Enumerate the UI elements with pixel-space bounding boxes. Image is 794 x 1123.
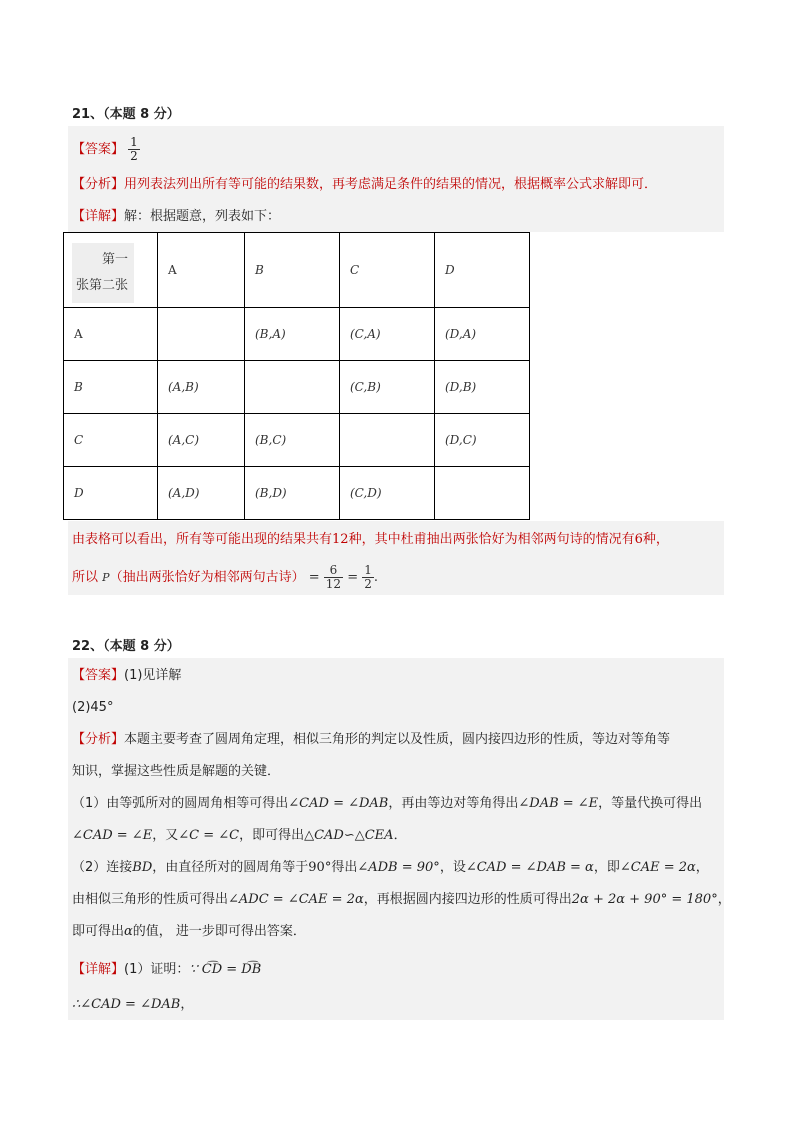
table-cell: (D,A)	[435, 308, 530, 361]
text: （1）由等弧所对的圆周角相等可得出	[72, 796, 289, 811]
col-header-a: A	[158, 233, 245, 308]
table-cell: (A,C)	[158, 414, 245, 467]
frac-den: 2	[364, 577, 372, 591]
q22-line-p1	[72, 794, 702, 814]
row-label-a: A	[64, 308, 158, 361]
conclusion-text: 种，	[642, 532, 669, 547]
frac-den: 12	[325, 577, 342, 591]
q22-answer-line	[72, 666, 181, 686]
conclusion-text: 由表格可以看出，所有等可能出现的结果共有	[72, 532, 333, 547]
q22-analysis-line-2: 知识，掌握这些性质是解题的关键．	[72, 764, 281, 779]
math: ∠DAB = ∠E	[518, 796, 599, 811]
table-cell	[245, 361, 340, 414]
text: ，又	[152, 828, 179, 843]
q22-line-p3	[72, 858, 709, 878]
table-header-row	[64, 233, 530, 308]
q22-last-line	[72, 995, 193, 1015]
text: ，由直径所对的圆周角等于	[152, 860, 309, 875]
conclusion-number: 12	[332, 532, 349, 547]
text: ，再由等边对等角得出	[388, 796, 519, 811]
q22-analysis-tag: 【分析】	[72, 732, 125, 747]
q21-answer-num: 1	[130, 135, 138, 149]
text: ．	[393, 828, 407, 843]
table-cell: (B,C)	[245, 414, 340, 467]
math: BD	[132, 860, 153, 875]
q21-title: 21、（本题 8 分）	[72, 107, 180, 122]
math: α	[124, 924, 133, 939]
q21-conclusion-line-1	[72, 530, 669, 550]
table-cell: (D,B)	[435, 361, 530, 414]
text: ，	[180, 997, 194, 1012]
text: ，即	[593, 860, 620, 875]
table-cell: (D,C)	[435, 414, 530, 467]
row-label-b: B	[64, 361, 158, 414]
text: 得出	[331, 860, 358, 875]
conclusion-text: （抽出两张恰好为相邻两句古诗）	[109, 570, 305, 585]
conclusion-text: 所以	[72, 570, 99, 585]
fraction-6-12	[324, 564, 343, 591]
col-header-d: D	[435, 233, 530, 308]
table-corner-cell	[64, 233, 158, 308]
table-cell: (A,D)	[158, 467, 245, 520]
math: ∠CAE = 2α	[619, 860, 696, 875]
fraction-1-2	[362, 564, 374, 591]
conclusion-number: 6	[634, 532, 643, 547]
text: 即可得出	[72, 924, 125, 939]
q21-answer-tag: 【答案】	[72, 142, 125, 157]
q22-line-p5	[72, 922, 306, 942]
text: 由相似三角形的性质可得出	[72, 892, 229, 907]
q21-analysis-text: 用列表法列出所有等可能的结果数，再考虑满足条件的结果的情况，根据概率公式求解即可．	[124, 177, 658, 192]
table-cell: (C,A)	[340, 308, 435, 361]
table-cell: (A,B)	[158, 361, 245, 414]
prob-symbol: P	[102, 571, 110, 584]
q22-answer-tag: 【答案】	[72, 668, 125, 683]
q21-conclusion-line-2	[72, 563, 378, 593]
text: ，即可得出	[239, 828, 305, 843]
q22-detail-line	[72, 960, 261, 980]
math: ∠C = ∠C	[178, 828, 240, 843]
q21-answer-fraction	[128, 136, 140, 163]
q21-analysis-line	[72, 175, 657, 195]
q21-detail-text: 解：根据题意，列表如下：	[124, 209, 281, 224]
table-corner-label	[72, 243, 134, 303]
text: ，等量代换可得出	[598, 796, 703, 811]
table-cell	[158, 308, 245, 361]
math: △CAD∽△CEA	[304, 828, 394, 843]
table-row	[64, 414, 530, 467]
q22-analysis-line-1	[72, 730, 670, 750]
equals-sign: =	[347, 570, 359, 585]
corner-bottom: 张第二张	[76, 278, 129, 293]
q22-answer-1: (1)见详解	[124, 668, 182, 683]
math: ∵ C͡D = D͡B	[189, 962, 262, 977]
q22-line-p4	[72, 890, 731, 910]
math: 90°	[308, 860, 332, 875]
frac-num: 1	[364, 563, 372, 577]
q22-answer-2: (2)45°	[72, 700, 114, 715]
text: ，	[717, 892, 731, 907]
q21-answer-line	[72, 136, 140, 163]
table-row	[64, 467, 530, 520]
table-cell: (C,B)	[340, 361, 435, 414]
math: ∠CAD = ∠E	[72, 828, 153, 843]
row-label-d: D	[64, 467, 158, 520]
text: ，	[695, 860, 709, 875]
conclusion-text: 种，其中杜甫抽出两张恰好为相邻两句诗的情况有	[348, 532, 635, 547]
q21-detail-tag: 【详解】	[72, 209, 125, 224]
table-row	[64, 308, 530, 361]
table-cell: (C,D)	[340, 467, 435, 520]
text: ，再根据圆内接四边形的性质可得出	[363, 892, 572, 907]
text: ，设	[439, 860, 466, 875]
table-cell: (B,A)	[245, 308, 340, 361]
q22-line-p2	[72, 826, 407, 846]
period: .	[373, 570, 379, 585]
math: ∠ADB = 90°	[357, 860, 440, 875]
math: 2α + 2α + 90° = 180°	[571, 892, 718, 907]
text: (1）证明：	[124, 962, 190, 977]
math: ∠CAD = ∠DAB	[288, 796, 389, 811]
corner-top: 第一	[102, 252, 129, 267]
analysis-text: 本题主要考查了圆周角定理，相似三角形的判定以及性质，圆内接四边形的性质，等边对等角等	[124, 732, 671, 747]
math: ∴∠CAD = ∠DAB	[72, 997, 181, 1012]
table-cell: (B,D)	[245, 467, 340, 520]
text: （2）连接	[72, 860, 133, 875]
table-cell	[340, 414, 435, 467]
math: ∠CAD = ∠DAB = α	[465, 860, 594, 875]
q21-answer-den: 2	[130, 149, 138, 163]
q21-detail-line	[72, 207, 280, 227]
col-header-c: C	[340, 233, 435, 308]
text: 的值， 进一步即可得出答案．	[132, 924, 306, 939]
q21-analysis-tag: 【分析】	[72, 177, 125, 192]
q22-detail-tag: 【详解】	[72, 962, 125, 977]
outcome-table	[63, 232, 530, 520]
equals-sign: =	[308, 570, 320, 585]
col-header-b: B	[245, 233, 340, 308]
q22-title: 22、（本题 8 分）	[72, 639, 180, 654]
row-label-c: C	[64, 414, 158, 467]
math: ∠ADC = ∠CAE = 2α	[228, 892, 364, 907]
table-cell	[435, 467, 530, 520]
frac-num: 6	[324, 564, 343, 578]
table-row	[64, 361, 530, 414]
